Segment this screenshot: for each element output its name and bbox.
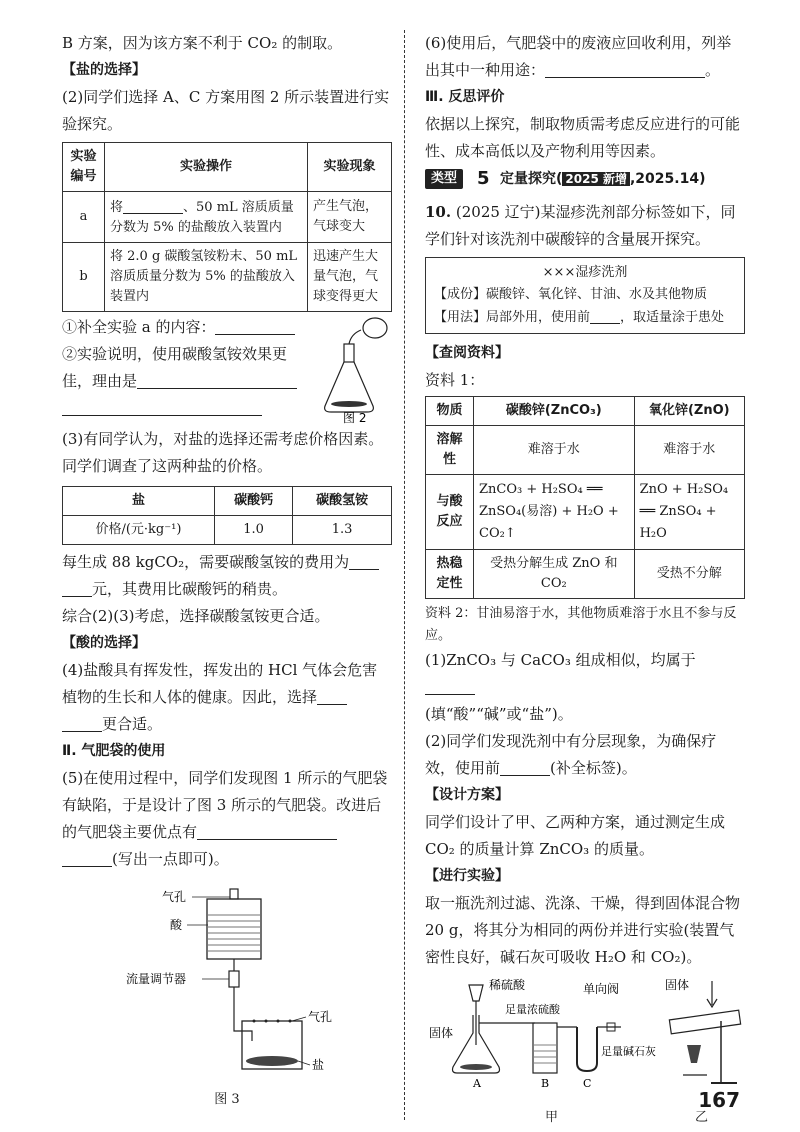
label-dilute-acid: 稀硫酸 xyxy=(489,978,526,992)
label-acid: 酸 xyxy=(170,918,183,932)
answer-blank[interactable] xyxy=(62,579,92,597)
salt-heading: 【盐的选择】 xyxy=(62,62,146,78)
table-row xyxy=(426,475,745,550)
experiment: 取一瓶洗剂过滤、洗涤、干燥，得到固体混合物 20 g，将其分为相同的两份并进行实验(装置气密性良好，碱石灰可吸收 H₂O 和 CO₂)。 xyxy=(425,894,741,966)
label-C: C xyxy=(583,1077,592,1090)
label-title: ×××湿疹洗剂 xyxy=(542,265,628,280)
info-1: 资料 1： xyxy=(425,371,485,389)
page-number: 167 xyxy=(698,1088,740,1112)
table-header: 氧化锌(ZnO) xyxy=(634,397,744,426)
price-value: 1.0 xyxy=(214,516,292,545)
cell: ZnO + H₂SO₄ ══ ZnSO₄ + H₂O xyxy=(634,475,744,550)
answer-blank[interactable] xyxy=(590,306,620,324)
acid-heading: 【酸的选择】 xyxy=(62,635,146,651)
info-2: 资料 2：甘油易溶于水，其他物质难溶于水且不参与反应。 xyxy=(425,606,737,643)
label-usage: 【用法】局部外用，使用前 ，取适量涂于患处 xyxy=(434,306,736,329)
design-heading: 【设计方案】 xyxy=(425,787,509,803)
label-check-valve: 单向阀 xyxy=(583,982,620,996)
table-header: 盐 xyxy=(63,487,215,516)
question-1: (1)ZnCO₃ 与 CaCO₃ 组成相似，均属于 xyxy=(425,647,745,701)
answer-blank[interactable] xyxy=(123,196,183,214)
column-divider xyxy=(404,30,405,1120)
row-id: a xyxy=(63,192,105,243)
label-solid-top: 固体 xyxy=(665,978,690,992)
label-solid-left: 固体 xyxy=(429,1026,454,1040)
experiment-table xyxy=(62,142,392,312)
table-header: 实验操作 xyxy=(105,143,308,192)
question-3: (3)有同学认为，对盐的选择还需考虑价格因素。同学们调查了这两种盐的价格。 xyxy=(62,430,384,475)
answer-blank[interactable] xyxy=(62,714,102,732)
design: 同学们设计了甲、乙两种方案，通过测定生成 CO₂ 的质量计算 ZnCO₃ 的质量。 xyxy=(425,813,726,858)
label-air-hole-1: 气孔 xyxy=(162,890,187,904)
cell: 受热分解生成 ZnO 和 CO₂ xyxy=(474,550,635,599)
row-label: 与酸反应 xyxy=(426,475,474,550)
table-row xyxy=(426,426,745,475)
answer-blank[interactable] xyxy=(197,822,337,840)
label-air-hole-2: 气孔 xyxy=(308,1010,333,1024)
table-row xyxy=(426,550,745,599)
type-badge: 类型 xyxy=(425,169,463,189)
label-yi: 乙 xyxy=(695,1110,709,1125)
table-row xyxy=(63,516,392,545)
q2-subquestions xyxy=(62,314,392,426)
cell: ZnCO₃ + H₂SO₄ ══ ZnSO₄(易溶) + H₂O + CO₂↑ xyxy=(474,475,635,550)
question-2-1: ①补全实验 a 的内容： xyxy=(62,314,302,341)
table-row xyxy=(63,243,392,312)
left-column: B 方案，因为该方案不利于 CO₂ 的制取。 【盐的选择】 (2)同学们选择 A、C 方案用图 2 所示装置进行实验探究。 实验编号 实验操作 实验现象 a 将 、50 mL 溶质质量分数为 5% 的盐酸放入装置内 产生气泡，气球变大 b 将 2.0 g 碳酸氢铵粉末、50 mL 溶质质量分数为 5% 的盐酸放入装置内 迅速产生大量气泡，气球变得更大 ①补全实验 a 的内容： ②实验说明，使用碳酸氢铵效果更佳，理由是 图 2 (3)有同学认为，对盐的选择还需考虑价格因素。同学们调查了这两种盐的价格。 盐 碳酸钙 碳酸氢铵 价格/(元·kg⁻¹) 1.0 1.3 每生成 88 kgCO₂，需要碳酸氢铵的费用为 元，其费用比碳酸钙的稍贵。 综合(2)(3)考虑，选择碳酸氢铵更合适。 【酸的选择】 (4)盐酸具有挥发性，挥发出的 HCl 气体会危害植物的生长和人体的健康。因此，选择 更合适。 Ⅱ. 气肥袋的使用 (5)在使用过程中，同学们发现图 1 所示的气肥袋有缺陷，于是设计了图 3 所示的气肥袋。改进后的气肥袋主要优点有 (写出一点即可)。 气孔 酸 流量调节器 气孔 盐 图 3 xyxy=(62,30,392,1113)
table-row xyxy=(63,192,392,243)
row-operation: 将 2.0 g 碳酸氢铵粉末、50 mL 溶质质量分数为 5% 的盐酸放入装置内 xyxy=(105,243,308,312)
cell: 难溶于水 xyxy=(474,426,635,475)
answer-blank[interactable] xyxy=(62,398,262,416)
answer-blank[interactable] xyxy=(425,677,475,695)
row-operation: 将 、50 mL 溶质质量分数为 5% 的盐酸放入装置内 xyxy=(105,192,308,243)
question-3-calc: 每生成 88 kgCO₂，需要碳酸氢铵的费用为 xyxy=(62,549,392,576)
label-B: B xyxy=(541,1077,550,1090)
section-3-heading: Ⅲ. 反思评价 xyxy=(425,89,505,105)
experiment-heading: 【进行实验】 xyxy=(425,868,509,884)
question-2: (2)同学们选择 A、C 方案用图 2 所示装置进行实验探究。 xyxy=(62,88,390,133)
question-2: (2)同学们发现洗剂中有分层现象，为确保疗效，使用前 (补全标签)。 xyxy=(425,732,717,777)
question-4: (4)盐酸具有挥发性，挥发出的 HCl 气体会危害植物的生长和人体的健康。因此，选择 xyxy=(62,661,378,706)
table-header: 实验编号 xyxy=(63,143,105,192)
figure-2-caption: 图 2 xyxy=(343,411,367,424)
label-jia: 甲 xyxy=(545,1110,559,1125)
paragraph: B 方案，因为该方案不利于 CO₂ 的制取。 xyxy=(62,34,343,52)
right-column xyxy=(425,30,745,1124)
answer-blank[interactable] xyxy=(545,60,705,78)
table-header: 碳酸氢铵 xyxy=(293,487,392,516)
table-header: 物质 xyxy=(426,397,474,426)
row-phenomenon: 产生气泡，气球变大 xyxy=(308,192,392,243)
info-table xyxy=(425,396,745,599)
answer-blank[interactable] xyxy=(349,552,379,570)
product-label xyxy=(425,257,745,334)
reflection: 依据以上探究，制取物质需考虑反应进行的可能性、成本高低以及产物利用等因素。 xyxy=(425,115,741,160)
answer-blank[interactable] xyxy=(317,687,347,705)
answer-blank[interactable] xyxy=(62,849,112,867)
cell: 受热不分解 xyxy=(634,550,744,599)
table-header: 碳酸锌(ZnCO₃) xyxy=(474,397,635,426)
label-salt: 盐 xyxy=(312,1058,325,1072)
type-banner xyxy=(425,167,745,191)
question-1-hint: (填“酸”“碱”或“盐”)。 xyxy=(425,705,573,723)
answer-blank[interactable] xyxy=(215,317,295,335)
apparatus-figure xyxy=(425,975,745,1095)
label-A: A xyxy=(473,1077,481,1090)
price-value: 1.3 xyxy=(293,516,392,545)
figure-3-caption: 图 3 xyxy=(214,1092,240,1107)
table-header: 碳酸钙 xyxy=(214,487,292,516)
question-10: 10. (2025 辽宁)某湿疹洗剂部分标签如下，同学们针对该洗剂中碳酸锌的含量展开探究。 xyxy=(425,203,736,248)
row-phenomenon: 迅速产生大量气泡，气球变得更大 xyxy=(308,243,392,312)
label-conc-acid: 足量浓硫酸 xyxy=(505,1003,560,1016)
row-id: b xyxy=(63,243,105,312)
table-header: 实验现象 xyxy=(308,143,392,192)
row-label: 价格/(元·kg⁻¹) xyxy=(63,516,215,545)
question-2-2: ②实验说明，使用碳酸氢铵效果更佳，理由是 xyxy=(62,341,302,395)
figure-2-flask xyxy=(317,314,397,424)
row-label: 溶解性 xyxy=(426,426,474,475)
price-table xyxy=(62,486,392,545)
answer-blank[interactable] xyxy=(137,371,297,389)
type-title: 定量探究( 2025 新增 ,2025.14) xyxy=(500,171,706,187)
label-flow-regulator: 流量调节器 xyxy=(126,972,187,986)
label-ingredients: 【成份】碳酸锌、氧化锌、甘油、水及其他物质 xyxy=(434,287,708,302)
question-5: (5)在使用过程中，同学们发现图 1 所示的气肥袋有缺陷，于是设计了图 3 所示的气肥袋。改进后的气肥袋主要优点有 xyxy=(62,769,388,841)
answer-blank[interactable] xyxy=(500,758,550,776)
summary: 综合(2)(3)考虑，选择碳酸氢铵更合适。 xyxy=(62,607,330,625)
figure-3-gas-bag xyxy=(62,881,392,1081)
question-6: (6)使用后，气肥袋中的废液应回收利用，列举出其中一种用途： 。 xyxy=(425,34,732,79)
cell: 难溶于水 xyxy=(634,426,744,475)
type-number: 5 xyxy=(477,168,490,189)
info-heading: 【查阅资料】 xyxy=(425,345,509,361)
label-soda-lime: 足量碱石灰 xyxy=(601,1045,656,1058)
row-label: 热稳定性 xyxy=(426,550,474,599)
section-2-heading: Ⅱ. 气肥袋的使用 xyxy=(62,743,166,759)
